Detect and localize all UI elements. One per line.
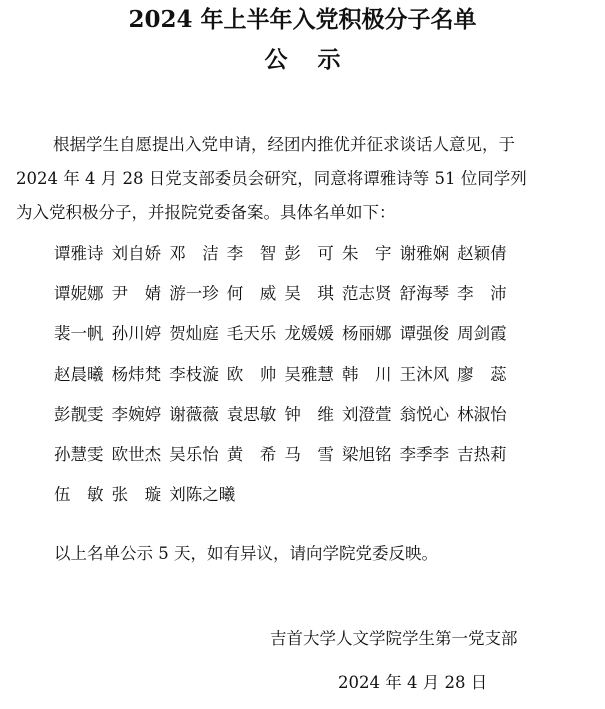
document-subtitle: 公示 bbox=[264, 46, 371, 73]
name-list bbox=[54, 234, 574, 515]
name-entry: 杨丽娜 bbox=[341, 324, 392, 344]
name-entry: 谢薇薇 bbox=[169, 404, 219, 424]
name-entry: 欧 帅 bbox=[226, 364, 277, 384]
name-entry: 刘自娇 bbox=[111, 244, 162, 263]
name-entry: 马 雪 bbox=[284, 444, 334, 464]
name-entry: 赵颖倩 bbox=[457, 244, 507, 263]
name-entry: 范志贤 bbox=[341, 284, 392, 304]
signature-organization: 吉首大学人文学院学生第一党支部 bbox=[270, 629, 518, 648]
name-entry: 李 沛 bbox=[457, 284, 507, 304]
name-entry: 钟 维 bbox=[284, 404, 334, 424]
name-entry: 李婉婷 bbox=[111, 404, 162, 424]
name-entry: 李 智 bbox=[226, 244, 277, 263]
name-entry: 黄 希 bbox=[226, 444, 277, 464]
name-entry: 韩 川 bbox=[341, 364, 392, 384]
name-entry: 赵晨曦 bbox=[54, 364, 104, 384]
name-entry: 张 璇 bbox=[111, 485, 162, 505]
name-entry: 龙媛媛 bbox=[284, 324, 334, 344]
signature-date: 2024 年 4 月 28 日 bbox=[338, 673, 488, 692]
document-title: 2024 年上半年入党积极分子名单 bbox=[128, 6, 477, 33]
name-entry: 伍 敏 bbox=[54, 485, 104, 505]
name-entry: 周剑霞 bbox=[457, 324, 507, 344]
name-entry: 吉热莉 bbox=[457, 444, 507, 464]
name-entry: 邓 洁 bbox=[169, 244, 219, 263]
name-entry: 彭 可 bbox=[284, 244, 334, 263]
name-row bbox=[54, 274, 574, 314]
name-entry: 朱 宇 bbox=[341, 244, 392, 263]
name-entry: 孙川婷 bbox=[111, 324, 162, 344]
name-entry: 梁旭铭 bbox=[341, 444, 392, 464]
body-line-1: 根据学生自愿提出入党申请，经团内推优并征求谈话人意见，于 bbox=[53, 135, 515, 154]
body-line-2: 2024 年 4 月 28 日党支部委员会研究，同意将谭雅诗等 51 位同学列 bbox=[16, 169, 527, 188]
name-entry: 谭强俊 bbox=[399, 324, 450, 344]
name-row bbox=[54, 435, 574, 475]
name-row bbox=[54, 314, 574, 354]
name-entry: 吴雅慧 bbox=[284, 364, 334, 384]
name-row bbox=[54, 475, 574, 515]
name-entry: 杨炜梵 bbox=[111, 364, 162, 384]
name-row bbox=[54, 395, 574, 435]
name-entry: 裴一帆 bbox=[54, 324, 104, 344]
name-entry: 刘陈之曦 bbox=[169, 485, 236, 505]
name-entry: 廖 蕊 bbox=[457, 364, 507, 384]
name-entry: 吴 琪 bbox=[284, 284, 334, 304]
name-row bbox=[54, 234, 574, 274]
name-entry: 刘澄萱 bbox=[341, 404, 392, 424]
name-entry: 谭雅诗 bbox=[54, 244, 104, 263]
body-line-3: 为入党积极分子，并报院党委备案。具体名单如下： bbox=[16, 203, 396, 222]
name-entry: 李季李 bbox=[399, 444, 450, 464]
name-entry: 李枝漩 bbox=[169, 364, 219, 384]
name-entry: 袁思敏 bbox=[226, 404, 277, 424]
name-entry: 林淑怡 bbox=[457, 404, 507, 424]
name-entry: 尹 婧 bbox=[111, 284, 162, 304]
name-entry: 毛天乐 bbox=[226, 324, 277, 344]
name-entry: 吴乐怡 bbox=[169, 444, 219, 464]
name-entry: 游一珍 bbox=[169, 284, 219, 304]
name-entry: 彭靓雯 bbox=[54, 404, 104, 424]
name-entry: 欧世杰 bbox=[111, 444, 162, 464]
name-entry: 翁悦心 bbox=[399, 404, 450, 424]
name-entry: 王沐风 bbox=[399, 364, 450, 384]
name-entry: 贺灿庭 bbox=[169, 324, 219, 344]
name-entry: 孙慧雯 bbox=[54, 444, 104, 464]
closing-statement: 以上名单公示 5 天，如有异议，请向学院党委反映。 bbox=[54, 544, 438, 563]
name-entry: 舒海琴 bbox=[399, 284, 450, 304]
name-entry: 谭妮娜 bbox=[54, 284, 104, 304]
name-entry: 谢雅娴 bbox=[399, 244, 450, 263]
name-entry: 何 威 bbox=[226, 284, 277, 304]
name-row bbox=[54, 355, 574, 395]
